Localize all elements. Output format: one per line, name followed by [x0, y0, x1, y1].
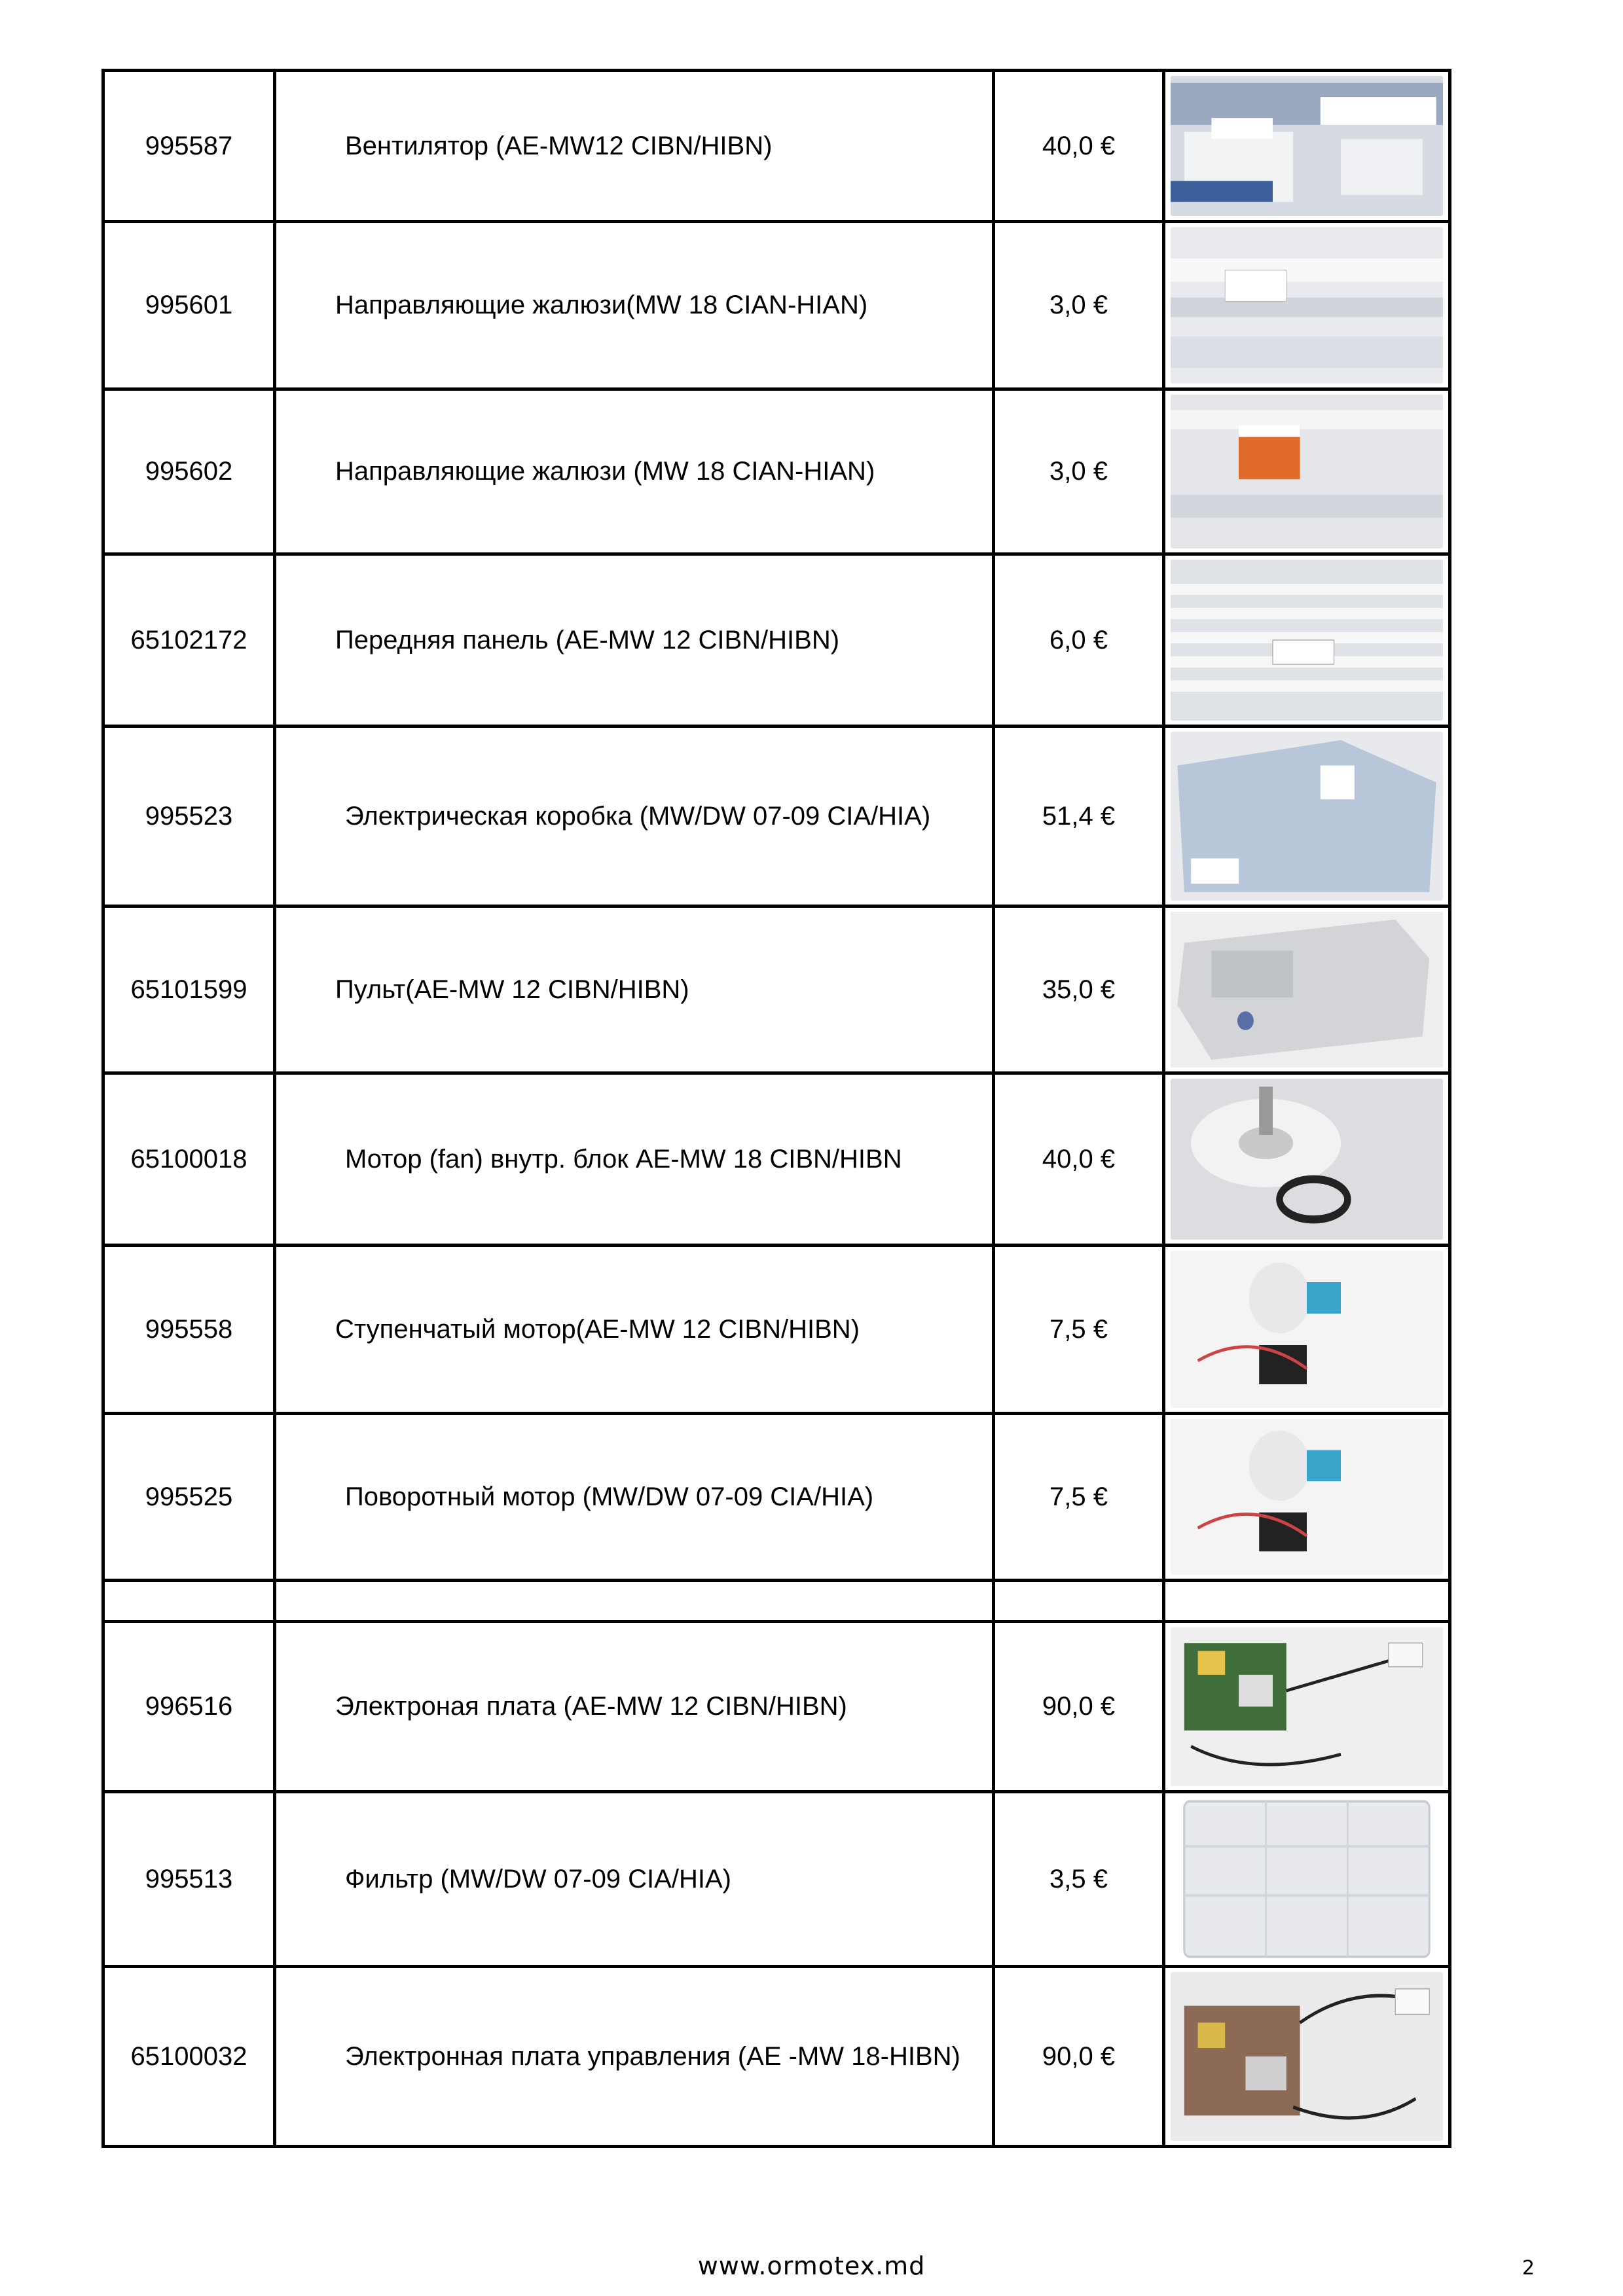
part-code: 65100032 — [101, 1968, 273, 2145]
part-price: 35,0 € — [992, 908, 1162, 1071]
part-name: Направляющие жалюзи(MW 18 CIAN-HIAN) — [273, 223, 992, 387]
part-price: 6,0 € — [992, 556, 1162, 725]
electrical-box-photo — [1171, 732, 1443, 901]
part-name: Вентилятор (AE-MW12 CIBN/HIBN) — [273, 72, 992, 220]
price-table — [101, 69, 1451, 2148]
circuit-board-photo — [1171, 1627, 1443, 1786]
part-price: 40,0 € — [992, 72, 1162, 220]
part-name: Пульт(AE-MW 12 CIBN/HIBN) — [273, 908, 992, 1071]
part-name: Электрическая коробка (MW/DW 07-09 CIA/HIA) — [273, 728, 992, 905]
part-price: 3,0 € — [992, 391, 1162, 552]
filter-photo — [1171, 1797, 1443, 1961]
stepper-motor-photo — [1171, 1251, 1443, 1408]
part-code: 995602 — [101, 391, 273, 552]
part-price: 51,4 € — [992, 728, 1162, 905]
part-code: 995587 — [101, 72, 273, 220]
part-code: 65101599 — [101, 908, 273, 1071]
part-image-cell — [1162, 391, 1451, 552]
fan-motor-photo — [1171, 1079, 1443, 1240]
part-image-cell — [1162, 1075, 1451, 1244]
part-code: 995601 — [101, 223, 273, 387]
remote-control-photo — [1171, 912, 1443, 1067]
part-image-cell — [1162, 1247, 1451, 1412]
part-image-cell — [1162, 728, 1451, 905]
table-row — [101, 69, 1451, 220]
part-price: 3,0 € — [992, 223, 1162, 387]
table-row — [101, 1965, 1451, 2148]
page-number: 2 — [1522, 2257, 1535, 2280]
part-image-cell — [1162, 1793, 1451, 1965]
part-name: Направляющие жалюзи (MW 18 CIAN-HIAN) — [273, 391, 992, 552]
part-name: Ступенчатый мотор(AE-MW 12 CIBN/HIBN) — [273, 1247, 992, 1412]
part-name: Поворотный мотор (MW/DW 07-09 CIA/HIA) — [273, 1415, 992, 1579]
part-price: 7,5 € — [992, 1415, 1162, 1579]
control-board-photo — [1171, 1972, 1443, 2141]
part-code: 995525 — [101, 1415, 273, 1579]
part-code: 996516 — [101, 1623, 273, 1790]
fan-part-package-photo — [1171, 76, 1443, 216]
table-row — [101, 1071, 1451, 1244]
part-image-cell — [1162, 1582, 1451, 1620]
louver-package-orange-label-photo — [1171, 395, 1443, 548]
part-code: 995558 — [101, 1247, 273, 1412]
part-code: 65102172 — [101, 556, 273, 725]
table-row — [101, 1244, 1451, 1412]
part-name: Электронная плата управления (AE -MW 18-HIBN) — [273, 1968, 992, 2145]
table-row — [101, 552, 1451, 725]
swing-motor-photo — [1171, 1419, 1443, 1575]
part-image-cell — [1162, 1415, 1451, 1579]
part-name: Фильтр (MW/DW 07-09 CIA/HIA) — [273, 1793, 992, 1965]
footer-url[interactable]: www.ormotex.md — [697, 2251, 926, 2280]
part-price: 40,0 € — [992, 1075, 1162, 1244]
louver-package-photo — [1171, 227, 1443, 384]
part-code — [101, 1582, 273, 1620]
part-image-cell — [1162, 223, 1451, 387]
part-price: 90,0 € — [992, 1623, 1162, 1790]
table-row — [101, 1790, 1451, 1965]
table-row — [101, 1620, 1451, 1790]
part-price: 90,0 € — [992, 1968, 1162, 2145]
table-row — [101, 725, 1451, 905]
front-panel-photo — [1171, 560, 1443, 721]
part-image-cell — [1162, 72, 1451, 220]
part-price: 7,5 € — [992, 1247, 1162, 1412]
part-price — [992, 1582, 1162, 1620]
table-row — [101, 387, 1451, 552]
part-name: Электроная плата (AE-MW 12 CIBN/HIBN) — [273, 1623, 992, 1790]
part-name — [273, 1582, 992, 1620]
part-code: 995523 — [101, 728, 273, 905]
part-image-cell — [1162, 556, 1451, 725]
part-price: 3,5 € — [992, 1793, 1162, 1965]
part-name: Передняя панель (AE-MW 12 CIBN/HIBN) — [273, 556, 992, 725]
part-image-cell — [1162, 1968, 1451, 2145]
part-name: Мотор (fan) внутр. блок AE-MW 18 CIBN/HIBN — [273, 1075, 992, 1244]
part-image-cell — [1162, 908, 1451, 1071]
table-row — [101, 905, 1451, 1071]
table-row — [101, 220, 1451, 387]
table-row — [101, 1412, 1451, 1579]
part-code: 995513 — [101, 1793, 273, 1965]
table-row-empty — [101, 1579, 1451, 1620]
part-code: 65100018 — [101, 1075, 273, 1244]
part-image-cell — [1162, 1623, 1451, 1790]
